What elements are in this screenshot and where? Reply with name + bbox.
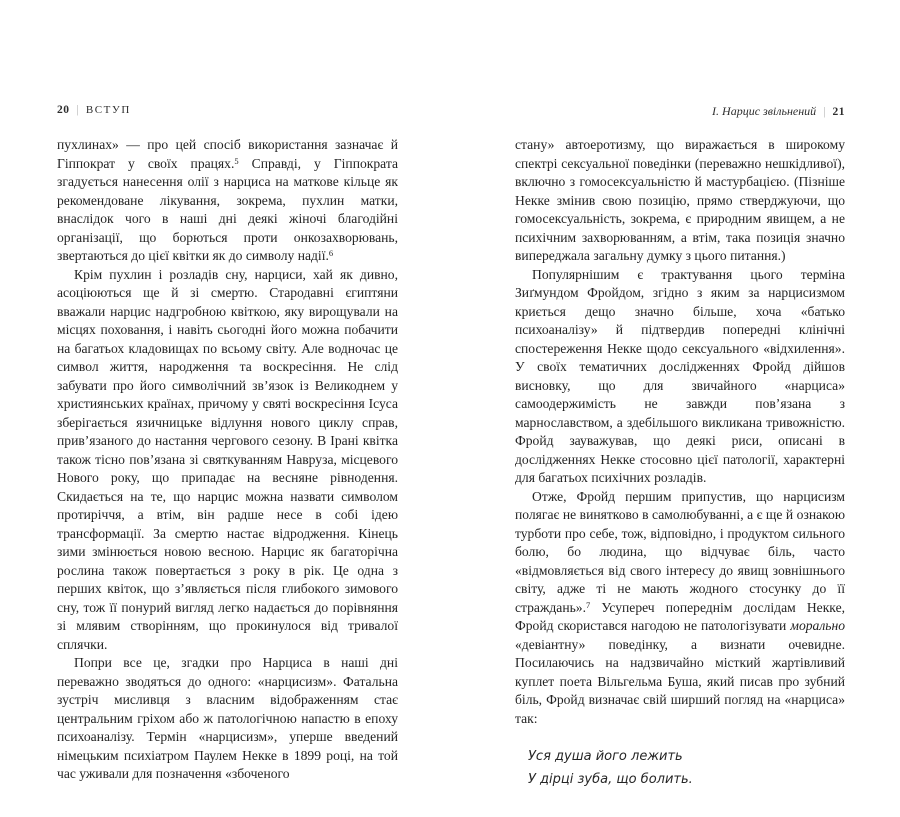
text-run: Попри все це, згадки про Нарциса в наші дні переважно зводяться до одного: «нарцисизм». Фатальна зустріч мисливця з власним відображенням стає центральним гріхом або ж патологічною напастю в епоху психоаналізу. Термін «нарцисизм», уперше введений німецьким психіатром Паулем Некке в 1899 році, на той час уживали для позначення «збоченого (57, 655, 398, 781)
text-run: Популярнішим є трактування цього терміна Зиґмундом Фройдом, згідно з яким за нарцисизмом криється дещо значно більше, хоча «батько психоаналізу» й підтвердив попередні клінічні спостереження Некке щодо сексуального «відхилення». У своїх тематичних дослідженнях Фройд дійшов висновку, що для звичайного «нарциса» самоодержимість не завжди пов’язана з марнославством, а здебільшого викликана тривожністю. Фройд зауважував, що деякі риси, описані в дослідженнях Некке стосовно цієї патології, характерні для багатьох психічних розладів. (515, 266, 845, 485)
paragraph (515, 488, 845, 729)
header-separator-right: | (823, 106, 826, 118)
verse-quote (515, 745, 845, 791)
left-page-body-text (57, 136, 398, 784)
paragraph (57, 654, 398, 784)
running-head-left (57, 104, 398, 119)
chapter-title-right: І. Нарцис звільнений (712, 104, 817, 118)
verse-line: У дірці зуба, що болить. (528, 772, 693, 787)
page-number-right: 21 (832, 106, 845, 118)
text-run: Усупереч попереднім дослідам Некке, Фройд скористався нагодою не патологізувати (515, 599, 845, 633)
paragraph (57, 266, 398, 655)
text-run: пухлинах» — про цей спосіб використання зазначає й Гіппократ у своїх працях. (57, 137, 398, 171)
verse-line: Уся душа його лежить (528, 749, 683, 764)
page-right (515, 104, 845, 791)
page-number-left: 20 (57, 104, 70, 116)
footnote-marker: 6 (328, 248, 334, 258)
text-run: Крім пухлин і розладів сну, нарциси, хай як дивно, асоціюються ще й зі смертю. Стародавні єгиптяни вважали нарцис надгробною квіткою, яку вирощували на місцях поховання, і навіть сьогодні його можна побачити на багатьох кладовищах по всьому світу. Але водночас це символ життя, народження та воскресіння. Не слід забувати про його символічний зв’язок із Великоднем у християнських країнах, причому у святі воскресіння Ісуса зберігається язичницьке відлуння нового циклу справ, прив’язаного до настання чергового сезону. В Ірані квітка також тісно пов’язана зі святкуванням Навруза, місцевого Нового року, що припадає на весняне рівнодення. Скидається на те, що нарцис можна назвати символом протиріччя, а втім, він радше несе в собі ідею трансформації. За смертю настає відродження. Кінець зими змінюється новою весною. Нарцис як багаторічна рослина також повертається з року в рік. Це одна з перших квіток, що з’являється після глибокого зимового сну, тож її понурий вигляд легко надається до порівняння зі млявим створінням, що прокинулося від тривалої сплячки. (57, 266, 398, 652)
running-head-right (515, 104, 845, 119)
text-run: Справді, у Гіппократа згадується нанесення олії з нарциса на маткове кільце як рекомендоване лікування, зокрема, пухлин матки, внаслідок чого в наші дні деякі жіночі благодійні організації, що борються проти онкозахворювань, звертаються до цієї квітки як до символу надії. (57, 155, 399, 263)
footnote-marker: 5 (234, 155, 239, 166)
text-run: стану» автоеротизму, що виражається в широкому спектрі сексуальної поведінки (переважно нешкідливої), включно з гомосексуальністю й мастурбацією. (Пізніше Некке змінив свою позицію, прямо стверджуючи, що гомосексуальність, зокрема, є природним явищем, а не психічним захворюванням, а втім, така позиція значно випереджала загальну думку з цього питання.) (515, 137, 845, 263)
footnote-marker: 7 (585, 599, 591, 610)
paragraph (57, 136, 398, 266)
text-run: Отже, Фройд першим припустив, що нарцисизм полягає не винятково в самолюбуванні, а є ще й ознакою турботи про себе, тож, відповідно, і продуктом сильного болю, бо людина, що відчуває біль, часто «відмовляється від свого інтересу до явищ зовнішнього світу, адже ті не мають жодного стосунку до її страждань». (515, 488, 845, 615)
emphasized-text: морально (790, 618, 845, 633)
header-separator-left: | (76, 104, 79, 116)
paragraph (515, 266, 845, 488)
right-page-body-text (515, 136, 845, 728)
text-run: «девіантну» поведінку, а визнати очевидне. Посилаючись на надзвичайно місткий жартівливий куплет поета Вільгельма Буша, який писав про зубний біль, Фройд визначає свій ширший погляд на «нарциса» так: (515, 636, 845, 726)
section-title-left: ВСТУП (85, 104, 131, 116)
page-left (57, 104, 398, 784)
paragraph (515, 136, 845, 266)
